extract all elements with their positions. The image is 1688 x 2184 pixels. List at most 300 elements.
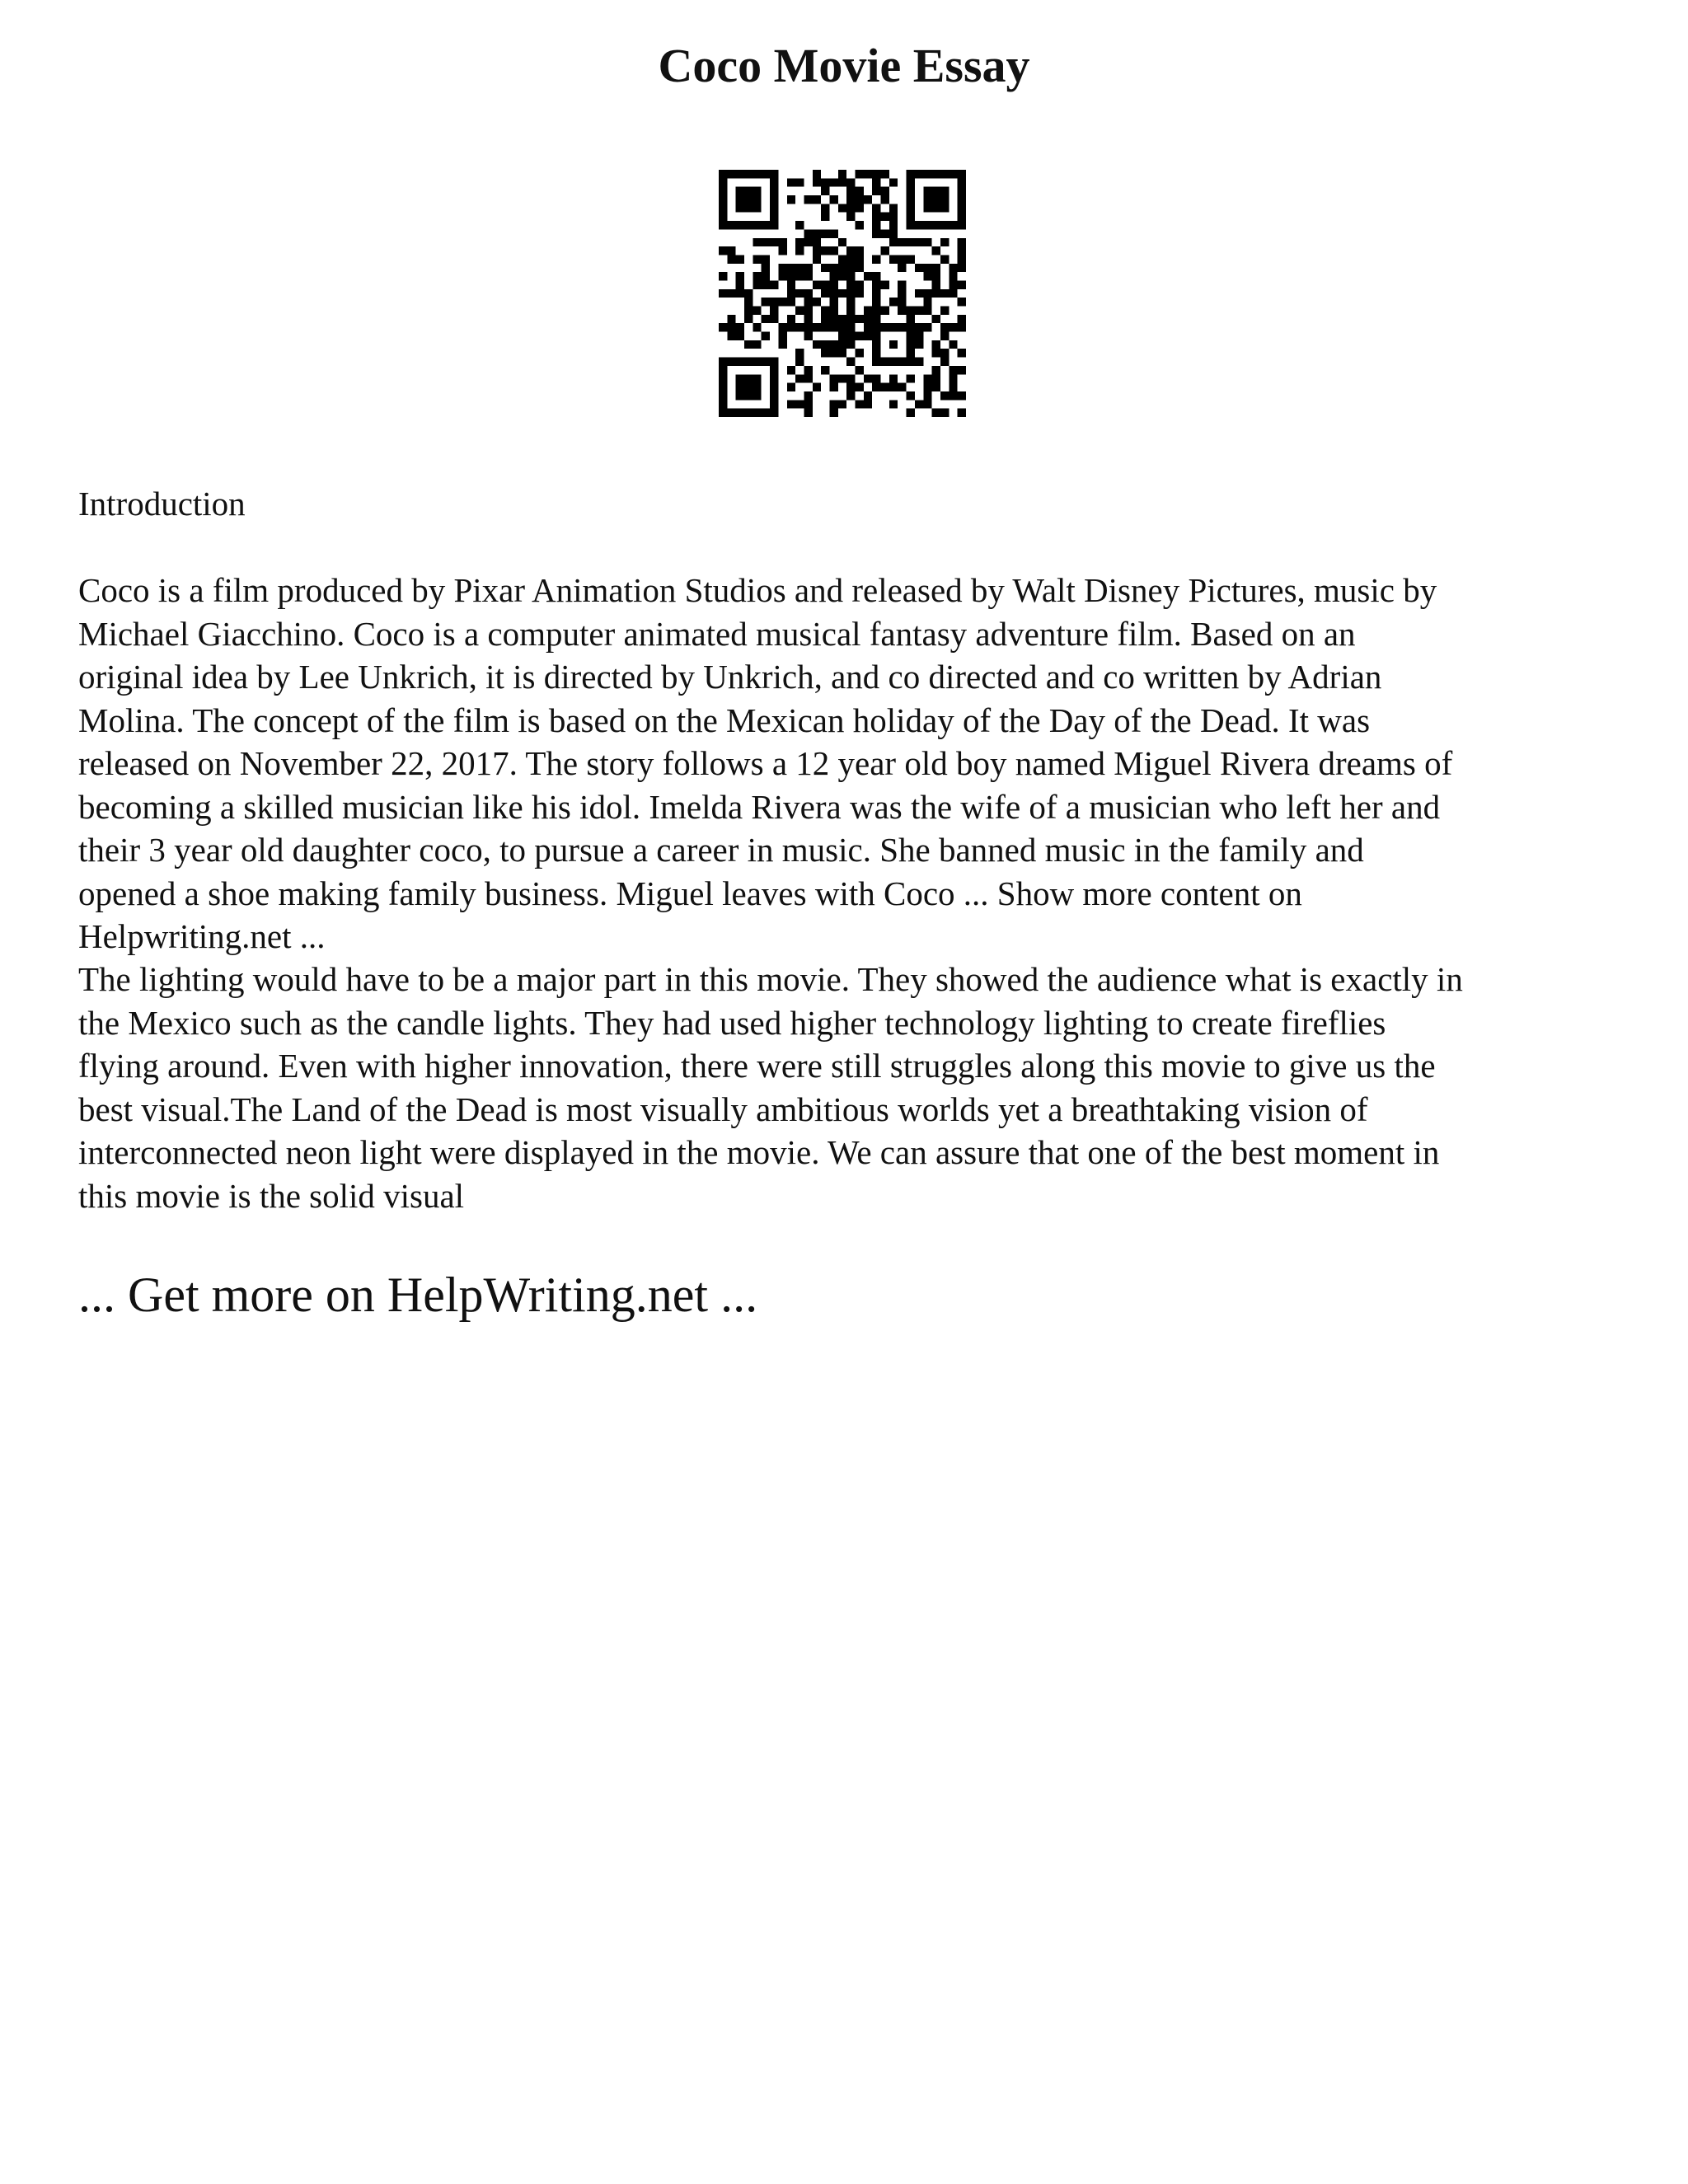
qr-module — [881, 170, 889, 178]
qr-module — [719, 358, 727, 366]
qr-module — [787, 272, 795, 280]
qr-module — [898, 264, 906, 272]
qr-module — [787, 264, 795, 272]
qr-module — [719, 213, 727, 221]
qr-module — [907, 238, 915, 246]
qr-module — [923, 221, 931, 229]
qr-module — [813, 178, 821, 186]
qr-module — [846, 264, 855, 272]
qr-module — [958, 178, 966, 186]
qr-module — [898, 289, 906, 298]
qr-module — [856, 187, 864, 195]
qr-module — [907, 315, 915, 323]
qr-module — [821, 178, 829, 186]
qr-module — [719, 374, 727, 382]
qr-module — [770, 358, 778, 366]
qr-module — [907, 374, 915, 382]
qr-module — [744, 374, 753, 382]
qr-module — [915, 221, 923, 229]
qr-module — [736, 195, 744, 204]
qr-module — [856, 289, 864, 298]
qr-module — [856, 246, 864, 255]
qr-module — [787, 315, 795, 323]
qr-module — [727, 358, 735, 366]
qr-module — [940, 187, 949, 195]
qr-module — [889, 400, 898, 408]
qr-module — [770, 383, 778, 391]
qr-module — [958, 187, 966, 195]
qr-module — [744, 187, 753, 195]
qr-module — [923, 195, 931, 204]
qr-module — [821, 340, 829, 349]
qr-module — [915, 289, 923, 298]
qr-module — [872, 289, 880, 298]
qr-module — [958, 366, 966, 374]
qr-module — [813, 195, 821, 204]
qr-module — [958, 315, 966, 323]
paragraph-line: opened a shoe making family business. Miguel leaves with Coco ... Show more content on — [78, 874, 1302, 912]
qr-module — [770, 204, 778, 212]
qr-module — [889, 340, 898, 349]
qr-module — [915, 340, 923, 349]
qr-module — [915, 358, 923, 366]
qr-module — [829, 272, 837, 280]
qr-module — [821, 289, 829, 298]
qr-module — [881, 246, 889, 255]
qr-module — [813, 255, 821, 263]
qr-module — [795, 358, 804, 366]
qr-module — [932, 383, 940, 391]
qr-module — [829, 178, 837, 186]
qr-module — [940, 238, 949, 246]
qr-module — [881, 187, 889, 195]
qr-module — [846, 298, 855, 306]
qr-module — [762, 280, 770, 288]
qr-module — [753, 221, 761, 229]
qr-module — [821, 213, 829, 221]
qr-module — [940, 323, 949, 331]
qr-module — [770, 187, 778, 195]
qr-module — [838, 289, 846, 298]
qr-module — [719, 400, 727, 408]
qr-module — [864, 400, 872, 408]
qr-module — [940, 195, 949, 204]
qr-module — [958, 264, 966, 272]
qr-module — [821, 323, 829, 331]
qr-module — [736, 187, 744, 195]
qr-module — [795, 221, 804, 229]
qr-module — [846, 332, 855, 340]
qr-module — [846, 178, 855, 186]
qr-module — [795, 289, 804, 298]
qr-module — [813, 340, 821, 349]
qr-module — [804, 264, 812, 272]
qr-module — [856, 255, 864, 263]
qr-module — [932, 170, 940, 178]
qr-module — [846, 383, 855, 391]
qr-module — [821, 307, 829, 315]
get-more-link[interactable]: ... Get more on HelpWriting.net ... — [78, 1268, 758, 1322]
qr-module — [872, 315, 880, 323]
qr-module — [907, 307, 915, 315]
qr-module — [778, 298, 786, 306]
qr-module — [778, 272, 786, 280]
qr-module — [872, 221, 880, 229]
qr-module — [846, 187, 855, 195]
qr-module — [744, 315, 753, 323]
qr-module — [872, 307, 880, 315]
qr-module — [795, 323, 804, 331]
paragraph-line: the Mexico such as the candle lights. They had used higher technology lighting to create fireflies — [78, 1003, 1386, 1042]
qr-module — [923, 187, 931, 195]
qr-module — [753, 170, 761, 178]
qr-module — [778, 238, 786, 246]
paragraph-line: best visual.The Land of the Dead is most visually ambitious worlds yet a breathtaking vision of — [78, 1090, 1368, 1128]
qr-module — [770, 170, 778, 178]
qr-module — [932, 187, 940, 195]
qr-module — [838, 178, 846, 186]
qr-module — [907, 204, 915, 212]
qr-module — [727, 409, 735, 417]
qr-module — [907, 391, 915, 400]
qr-module — [821, 280, 829, 288]
qr-module — [821, 349, 829, 357]
qr-module — [762, 332, 770, 340]
qr-module — [753, 383, 761, 391]
qr-module — [829, 340, 837, 349]
qr-code-image — [719, 170, 966, 417]
qr-module — [829, 195, 837, 204]
qr-module — [744, 170, 753, 178]
qr-module — [923, 298, 931, 306]
qr-module — [949, 170, 957, 178]
qr-module — [821, 246, 829, 255]
qr-module — [881, 383, 889, 391]
qr-module — [907, 409, 915, 417]
qr-module — [889, 221, 898, 229]
qr-module — [856, 332, 864, 340]
qr-module — [804, 298, 812, 306]
qr-module — [753, 307, 761, 315]
qr-module — [838, 374, 846, 382]
paragraph-line: Molina. The concept of the film is based on the Mexican holiday of the Day of the Dead. It was — [78, 701, 1371, 739]
paragraph-line: Helpwriting.net ... — [78, 917, 326, 955]
qr-module — [949, 391, 957, 400]
qr-module — [813, 246, 821, 255]
qr-module — [753, 255, 761, 263]
qr-module — [932, 374, 940, 382]
qr-module — [753, 340, 761, 349]
qr-module — [719, 187, 727, 195]
qr-module — [838, 255, 846, 263]
qr-module — [736, 409, 744, 417]
qr-module — [719, 221, 727, 229]
qr-module — [958, 323, 966, 331]
qr-module — [958, 255, 966, 263]
qr-module — [838, 340, 846, 349]
qr-module — [736, 383, 744, 391]
qr-module — [898, 358, 906, 366]
paragraph-lighting — [78, 958, 1628, 1217]
qr-module — [932, 366, 940, 374]
qr-module — [736, 221, 744, 229]
qr-module — [770, 374, 778, 382]
qr-module — [829, 307, 837, 315]
qr-module — [821, 229, 829, 237]
qr-module — [958, 221, 966, 229]
qr-module — [889, 358, 898, 366]
qr-module — [949, 340, 957, 349]
qr-module — [872, 323, 880, 331]
qr-module — [932, 409, 940, 417]
qr-module — [915, 323, 923, 331]
qr-module — [889, 383, 898, 391]
qr-module — [744, 221, 753, 229]
qr-module — [804, 315, 812, 323]
paragraph-line: released on November 22, 2017. The story follows a 12 year old boy named Miguel Rivera dreams of — [78, 744, 1453, 782]
qr-module — [795, 307, 804, 315]
qr-module — [762, 315, 770, 323]
qr-module — [762, 238, 770, 246]
qr-module — [753, 195, 761, 204]
qr-module — [804, 229, 812, 237]
qr-module — [915, 400, 923, 408]
qr-module — [889, 178, 898, 186]
qr-module — [872, 229, 880, 237]
qr-module — [846, 213, 855, 221]
qr-module — [898, 307, 906, 315]
qr-module — [787, 298, 795, 306]
qr-module — [915, 264, 923, 272]
qr-module — [872, 340, 880, 349]
qr-module — [829, 383, 837, 391]
qr-module — [804, 374, 812, 382]
qr-module — [872, 255, 880, 263]
qr-module — [727, 170, 735, 178]
qr-module — [872, 170, 880, 178]
qr-module — [762, 272, 770, 280]
qr-module — [889, 229, 898, 237]
qr-module — [846, 204, 855, 212]
qr-module — [864, 332, 872, 340]
qr-module — [821, 204, 829, 212]
qr-module — [872, 280, 880, 288]
qr-module — [958, 238, 966, 246]
qr-module — [958, 195, 966, 204]
qr-module — [804, 307, 812, 315]
qr-module — [804, 409, 812, 417]
qr-module — [719, 289, 727, 298]
qr-module — [770, 400, 778, 408]
qr-module — [940, 358, 949, 366]
qr-module — [736, 323, 744, 331]
qr-module — [829, 374, 837, 382]
qr-module — [923, 323, 931, 331]
qr-module — [838, 264, 846, 272]
qr-module — [932, 340, 940, 349]
qr-module — [907, 332, 915, 340]
qr-module — [907, 340, 915, 349]
qr-module — [898, 280, 906, 288]
qr-module — [940, 307, 949, 315]
qr-module — [736, 280, 744, 288]
qr-module — [915, 170, 923, 178]
qr-module — [727, 289, 735, 298]
qr-module — [915, 307, 923, 315]
qr-module — [932, 204, 940, 212]
qr-module — [787, 400, 795, 408]
qr-module — [762, 409, 770, 417]
qr-module — [762, 298, 770, 306]
qr-module — [770, 391, 778, 400]
qr-module — [898, 383, 906, 391]
qr-module — [744, 307, 753, 315]
qr-module — [881, 280, 889, 288]
paragraph-line: this movie is the solid visual — [78, 1176, 465, 1215]
qr-module — [949, 264, 957, 272]
qr-module — [804, 195, 812, 204]
qr-module — [881, 323, 889, 331]
qr-module — [846, 315, 855, 323]
qr-module — [795, 272, 804, 280]
qr-module — [778, 340, 786, 349]
qr-module — [787, 323, 795, 331]
qr-module — [846, 289, 855, 298]
paragraph-line: Michael Giacchino. Coco is a computer animated musical fantasy adventure film. Based on an — [78, 614, 1356, 653]
qr-module — [940, 349, 949, 357]
qr-module — [838, 272, 846, 280]
qr-module — [846, 391, 855, 400]
qr-module — [762, 221, 770, 229]
qr-module — [864, 272, 872, 280]
intro-heading: Introduction — [78, 485, 246, 523]
qr-module — [923, 170, 931, 178]
paragraph-line: original idea by Lee Unkrich, it is directed by Unkrich, and co directed and co written by Adrian — [78, 658, 1382, 696]
qr-module — [744, 358, 753, 366]
qr-module — [719, 409, 727, 417]
qr-module — [736, 272, 744, 280]
qr-module — [872, 358, 880, 366]
qr-module — [736, 374, 744, 382]
qr-module — [744, 195, 753, 204]
qr-module — [770, 178, 778, 186]
qr-module — [958, 280, 966, 288]
qr-module — [736, 255, 744, 263]
qr-module — [846, 246, 855, 255]
qr-module — [838, 170, 846, 178]
qr-module — [762, 358, 770, 366]
qr-module — [787, 280, 795, 288]
qr-module — [787, 178, 795, 186]
qr-module — [864, 195, 872, 204]
paragraph-introduction — [78, 569, 1628, 958]
qr-module — [795, 178, 804, 186]
qr-module — [872, 383, 880, 391]
qr-module — [872, 178, 880, 186]
qr-module — [949, 383, 957, 391]
qr-module — [940, 170, 949, 178]
qr-module — [949, 221, 957, 229]
qr-module — [719, 366, 727, 374]
qr-module — [958, 170, 966, 178]
qr-module — [846, 195, 855, 204]
qr-module — [856, 280, 864, 288]
qr-module — [829, 246, 837, 255]
qr-module — [940, 409, 949, 417]
qr-module — [829, 323, 837, 331]
qr-module — [795, 264, 804, 272]
qr-module — [813, 298, 821, 306]
qr-module — [898, 298, 906, 306]
qr-module — [821, 315, 829, 323]
qr-module — [813, 238, 821, 246]
qr-module — [907, 349, 915, 357]
qr-module — [923, 400, 931, 408]
paragraph-line: interconnected neon light were displayed in the movie. We can assure that one of the best moment in — [78, 1133, 1440, 1171]
qr-module — [907, 170, 915, 178]
qr-module — [838, 323, 846, 331]
qr-module — [958, 298, 966, 306]
qr-module — [778, 332, 786, 340]
qr-module — [778, 323, 786, 331]
qr-module — [872, 272, 880, 280]
qr-module — [889, 204, 898, 212]
qr-module — [949, 280, 957, 288]
qr-module — [856, 204, 864, 212]
qr-module — [719, 195, 727, 204]
qr-module — [770, 195, 778, 204]
qr-module — [829, 229, 837, 237]
qr-module — [744, 340, 753, 349]
qr-module — [864, 315, 872, 323]
qr-module — [949, 374, 957, 382]
qr-module — [770, 409, 778, 417]
qr-module — [762, 264, 770, 272]
qr-module — [753, 204, 761, 212]
qr-module — [744, 383, 753, 391]
qr-module — [727, 255, 735, 263]
qr-module — [719, 178, 727, 186]
qr-module — [753, 187, 761, 195]
qr-module — [744, 204, 753, 212]
qr-module — [719, 246, 727, 255]
qr-module — [846, 272, 855, 280]
qr-module — [872, 213, 880, 221]
qr-module — [753, 374, 761, 382]
qr-module — [907, 195, 915, 204]
qr-module — [958, 246, 966, 255]
qr-module — [923, 289, 931, 298]
qr-module — [864, 307, 872, 315]
qr-module — [770, 366, 778, 374]
qr-module — [846, 340, 855, 349]
qr-module — [872, 298, 880, 306]
qr-module — [813, 280, 821, 288]
qr-module — [719, 204, 727, 212]
qr-module — [736, 332, 744, 340]
qr-module — [932, 315, 940, 323]
qr-module — [753, 238, 761, 246]
qr-module — [923, 391, 931, 400]
qr-module — [915, 238, 923, 246]
qr-module — [932, 195, 940, 204]
qr-module — [864, 391, 872, 400]
qr-module — [949, 366, 957, 374]
qr-module — [932, 289, 940, 298]
qr-module — [958, 213, 966, 221]
qr-module — [932, 349, 940, 357]
qr-module — [846, 358, 855, 366]
